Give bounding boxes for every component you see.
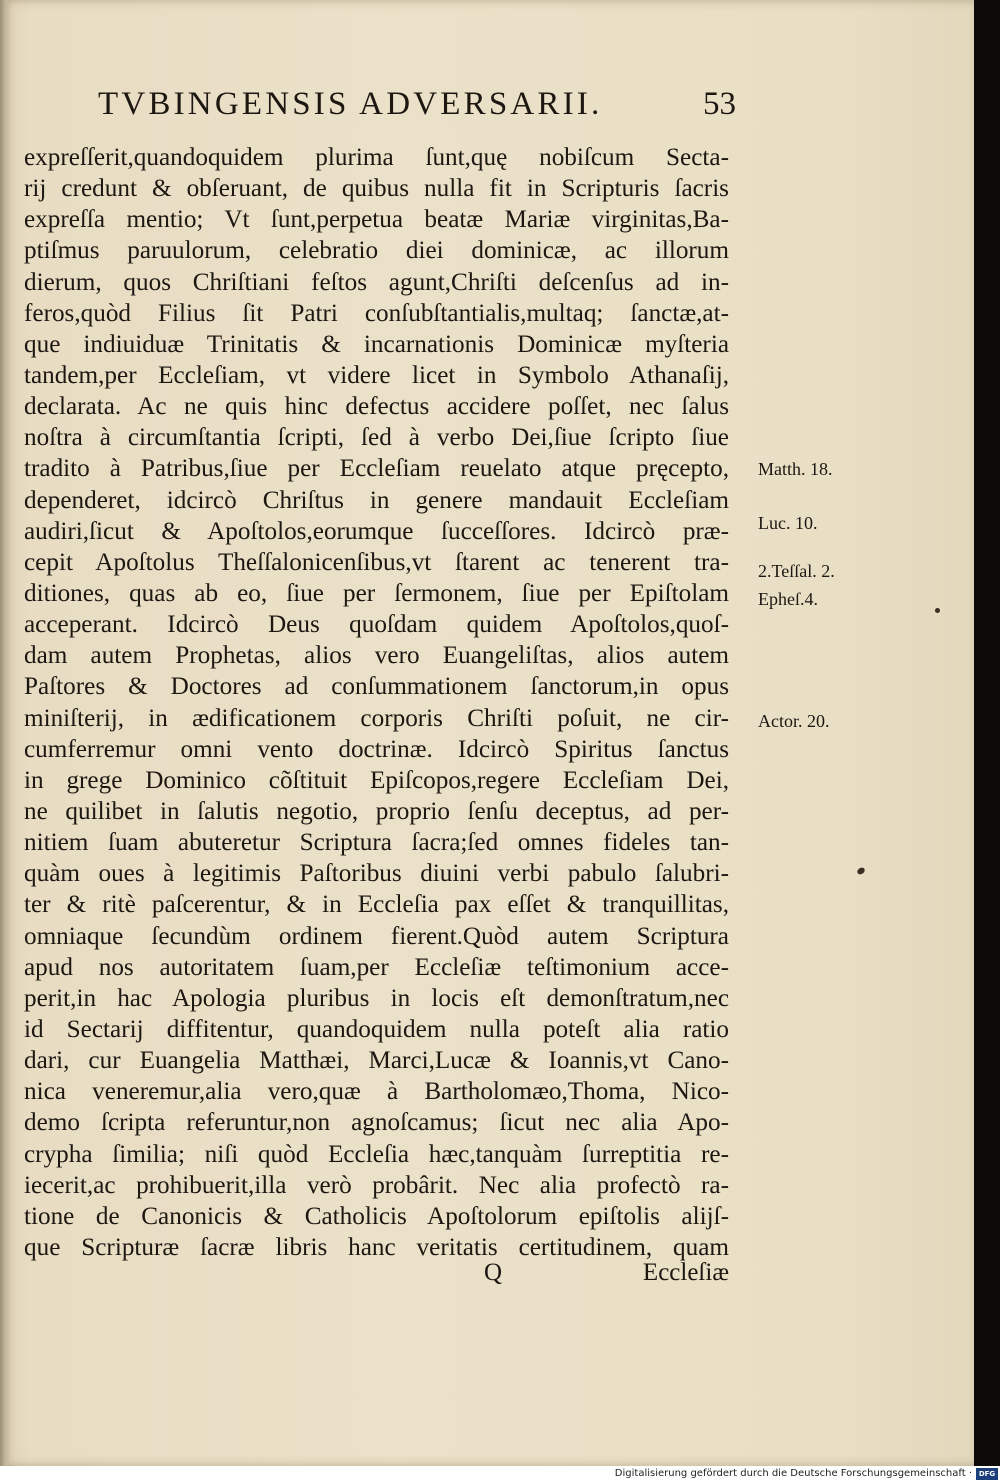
running-title: TVBINGENSIS ADVERSARII.	[98, 86, 603, 122]
text-line: apud nos autoritatem ſuam,per Eccleſiæ teſtimonium acce-	[24, 953, 729, 981]
page-header	[98, 84, 734, 124]
text-line: dependeret, idcircò Chriſtus in genere mandauit Eccleſiam	[24, 486, 729, 514]
text-line: tandem,per Eccleſiam, vt videre licet in Symbolo Athanaſij,	[24, 361, 729, 389]
digitization-footer	[0, 1466, 1000, 1482]
catchword: Eccleſiæ	[642, 1259, 729, 1286]
marginal-note: Matth. 18.	[758, 459, 833, 479]
text-line: cepit Apoſtolus Theſſalonicenſibus,vt ſtarent ac tenerent tra-	[24, 548, 729, 576]
text-line: omniaque ſecundùm ordinem fierent.Quòd autem Scriptura	[24, 922, 729, 950]
text-line: ditiones, quas ab eo, ſiue per ſermonem, ſiue per Epiſtolam	[24, 579, 729, 607]
text-line: que indiuiduæ Trinitatis & incarnationis Dominicæ myſteria	[24, 330, 729, 358]
text-line: iecerit,ac prohibuerit,illa verò probârit. Nec alia profectò ra-	[24, 1171, 729, 1199]
text-line: nica veneremur,alia vero,quæ à Bartholomæo,Thoma, Nico-	[24, 1078, 729, 1106]
text-line: dam autem Prophetas, alios vero Euangeliſtas, alios autem	[24, 642, 729, 670]
text-line: ptiſmus paruulorum, celebratio diei dominicæ, ac illorum	[24, 237, 729, 265]
catchword-row	[24, 1258, 729, 1288]
text-line: tione de Canonicis & Catholicis Apoſtolorum epiſtolis alijſ-	[24, 1202, 729, 1230]
text-line: ne quilibet in ſalutis negotio, proprio ſenſu deceptus, ad per-	[24, 797, 729, 825]
text-line: id Sectarij diffitentur, quandoquidem nulla poteſt alia ratio	[24, 1015, 729, 1043]
signature-mark: Q	[484, 1259, 503, 1286]
text-line: acceperant. Idcircò Deus quoſdam quidem Apoſtolos,quoſ-	[24, 611, 729, 639]
text-line: nitiem ſuam abuteretur Scriptura ſacra;ſed omnes fideles tan-	[24, 829, 729, 857]
ink-blot	[935, 608, 940, 613]
text-line: tradito à Patribus,ſiue per Eccleſiam reuelato atque pręcepto,	[24, 455, 729, 483]
marginal-note: 2.Teſſal. 2.	[758, 561, 835, 581]
marginal-note: Actor. 20.	[758, 711, 830, 731]
text-line: miniſterij, in ædificationem corporis Chriſti poſuit, ne cir-	[24, 704, 729, 732]
text-line: noſtra à circumſtantia ſcripti, ſed à verbo Dei,ſiue ſcripto ſiue	[24, 424, 729, 452]
marginal-note: Luc. 10.	[758, 513, 818, 533]
text-line: rij credunt & obſeruant, de quibus nulla fit in Scripturis ſacris	[24, 175, 729, 203]
text-line: expreſſa mentio; Vt ſunt,perpetua beatæ Mariæ virginitas,Ba-	[24, 206, 729, 234]
text-line: perit,in hac Apologia pluribus in locis eſt demonſtratum,nec	[24, 984, 729, 1012]
page-edge-shadow	[0, 0, 10, 1466]
text-line: expreſſerit,quandoquidem plurima ſunt,quę nobiſcum Secta-	[24, 144, 729, 171]
text-line: dari, cur Euangelia Matthæi, Marci,Lucæ & Ioannis,vt Cano-	[24, 1047, 729, 1075]
text-line: audiri,ſicut & Apoſtolos,eorumque ſucceſſores. Idcircò præ-	[24, 517, 729, 545]
text-line: feros,quòd Filius ſit Patri conſubſtantialis,multaq; ſanctæ,at-	[24, 299, 729, 327]
footer-credit: Digitalisierung gefördert durch die Deutsche Forschungsgemeinschaft ·	[614, 1468, 972, 1479]
marginal-note: Epheſ.4.	[758, 589, 818, 609]
ink-blot	[856, 866, 866, 876]
text-line: Paſtores & Doctores ad conſummationem ſanctorum,in opus	[24, 673, 729, 701]
text-line: demo ſcripta referuntur,non agnoſcamus; ſicut nec alia Apo-	[24, 1109, 729, 1137]
text-line: que Scripturæ ſacræ libris hanc veritatis certitudinem, quam	[24, 1233, 729, 1261]
dfg-logo: DFG	[976, 1468, 998, 1480]
text-line: dierum, quos Chriſtiani feſtos agunt,Chriſti deſcenſus ad in-	[24, 268, 729, 296]
text-line: declarata. Ac ne quis hinc defectus accidere poſſet, nec ſalus	[24, 393, 729, 421]
text-line: quàm oues à legitimis Paſtoribus diuini verbi pabulo ſalubri-	[24, 860, 729, 888]
text-line: ter & ritè paſcerentur, & in Eccleſia pax eſſet & tranquillitas,	[24, 891, 729, 919]
text-line: in grege Dominico cõſtituit Epiſcopos,regere Eccleſiam Dei,	[24, 766, 729, 794]
text-line: crypha ſimilia; niſi quòd Eccleſia hæc,tanquàm ſurreptitia re-	[24, 1140, 729, 1168]
body-text	[24, 142, 729, 1263]
text-line: cumferremur omni vento doctrinæ. Idcircò Spiritus ſanctus	[24, 735, 729, 763]
page-number: 53	[703, 86, 736, 122]
